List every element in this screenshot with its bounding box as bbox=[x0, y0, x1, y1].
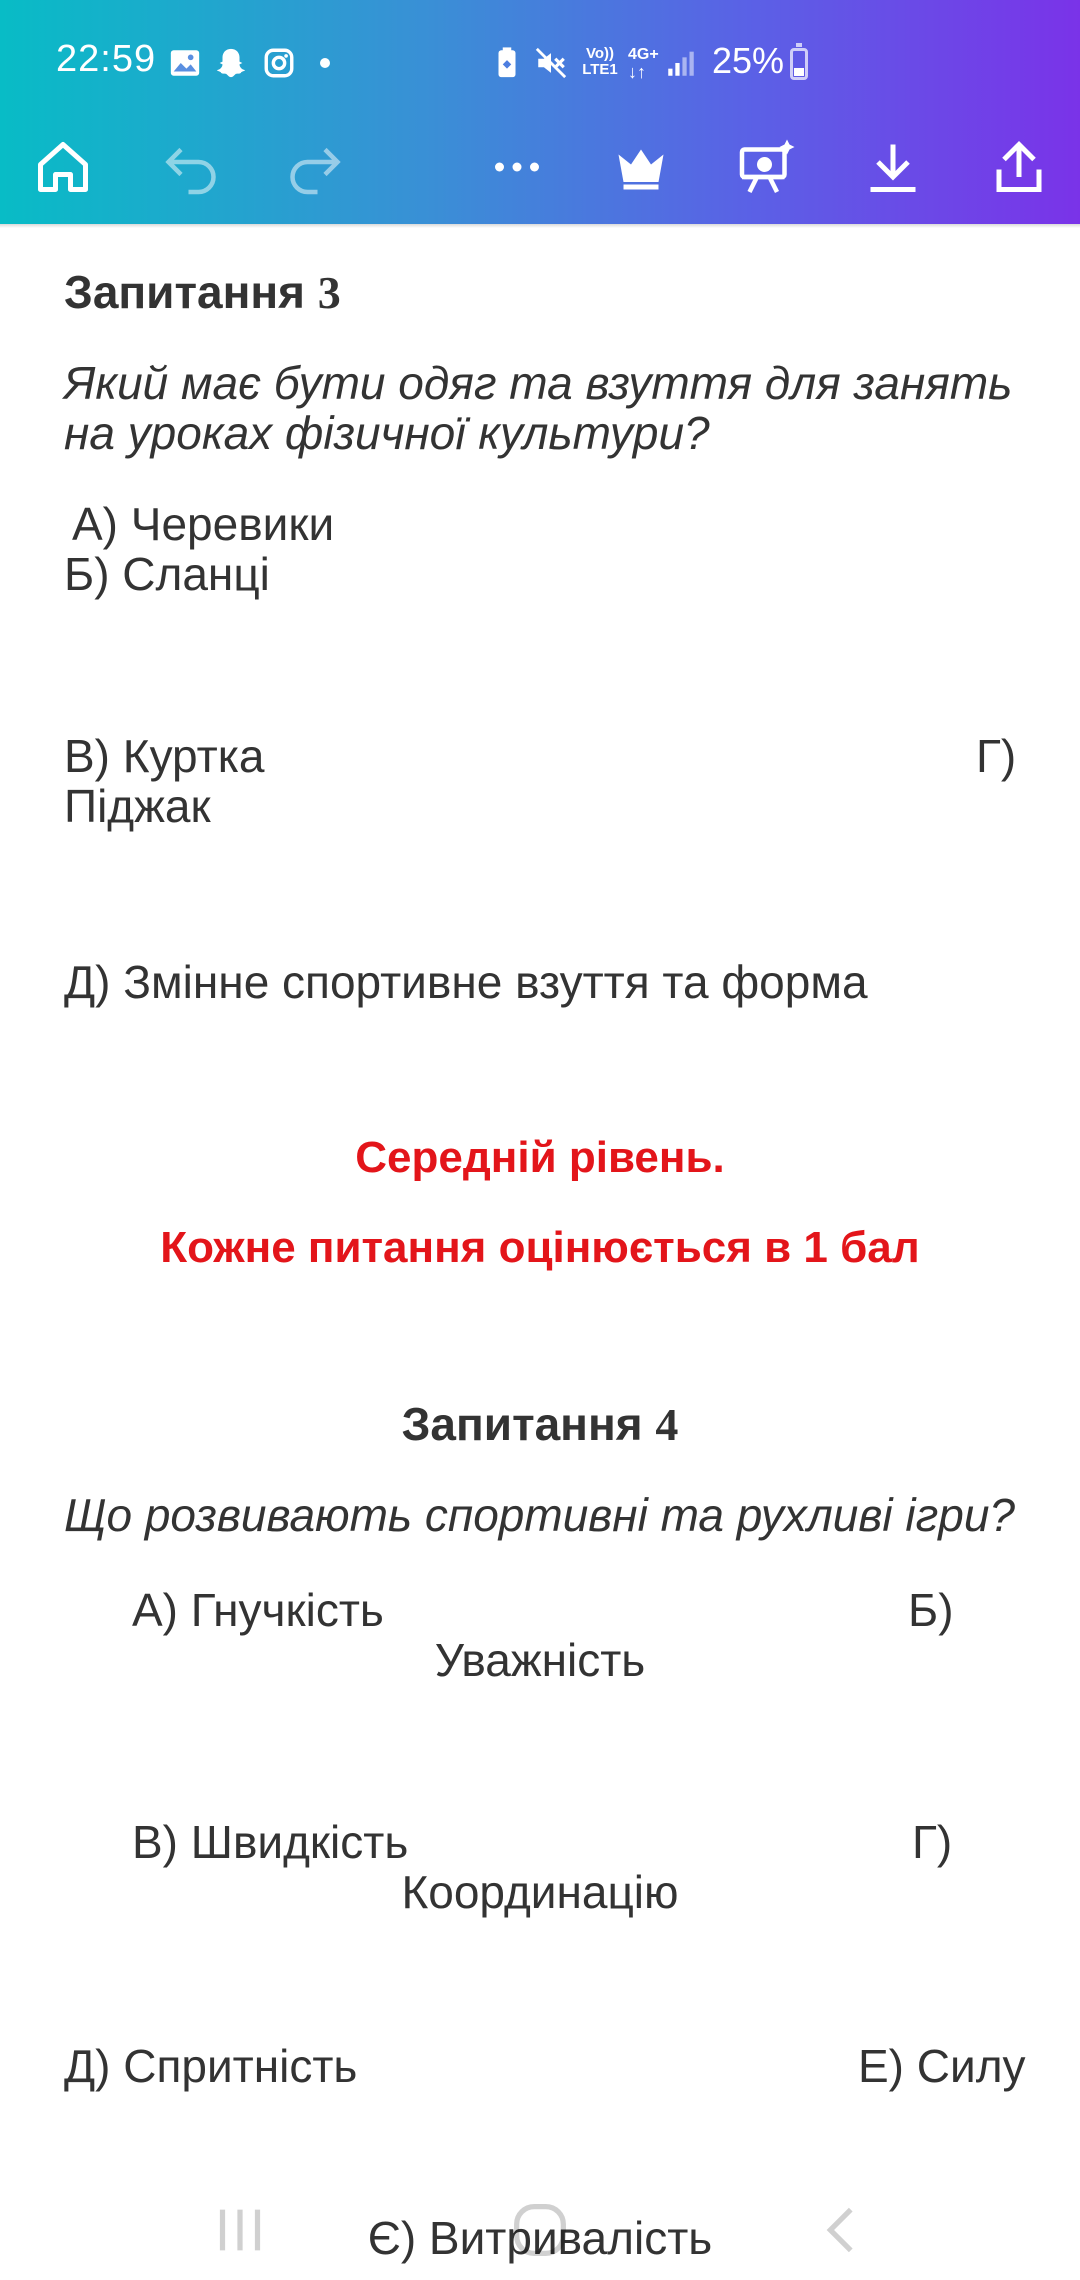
q3-option-b: Б) Сланці bbox=[64, 548, 270, 600]
redo-icon bbox=[285, 137, 345, 197]
network-type: 4G+ ↓↑ bbox=[628, 46, 659, 82]
home-icon bbox=[33, 137, 93, 197]
undo-icon bbox=[161, 137, 221, 197]
q3-title bbox=[64, 266, 341, 319]
present-icon bbox=[737, 137, 797, 197]
q3-title-text: Запитання bbox=[64, 266, 305, 318]
mute-icon bbox=[534, 46, 568, 80]
q4-option-e: Е) Силу bbox=[858, 2040, 1026, 2092]
q3-option-v: В) Куртка bbox=[64, 730, 265, 782]
q4-option-b: Б) bbox=[908, 1584, 954, 1636]
q3-option-d: Д) Змінне спортивне взуття та форма bbox=[64, 956, 868, 1008]
notification-dot bbox=[320, 58, 330, 68]
level-points: Кожне питання оцінюється в 1 бал bbox=[160, 1223, 920, 1272]
download-button[interactable] bbox=[858, 132, 928, 202]
status-time: 22:59 bbox=[56, 38, 157, 80]
volte-indicator bbox=[580, 46, 620, 78]
q4-option-d: Д) Спритність bbox=[64, 2040, 358, 2092]
editor-toolbar bbox=[0, 130, 1080, 224]
share-icon bbox=[989, 137, 1049, 197]
q3-number: 3 bbox=[317, 267, 341, 318]
undo-button[interactable] bbox=[156, 132, 226, 202]
network-text: 4G+ bbox=[628, 46, 659, 63]
back-button[interactable] bbox=[792, 2190, 892, 2270]
q4-option-g: Г) bbox=[912, 1816, 953, 1868]
battery-percent: 25% bbox=[712, 40, 785, 81]
battery-saver-icon bbox=[490, 46, 524, 80]
home-nav-icon bbox=[505, 2195, 575, 2265]
q4-question: Що розвивають спортивні та рухливі ігри? bbox=[64, 1489, 1016, 1541]
share-button[interactable] bbox=[984, 132, 1054, 202]
q4-option-b-text: Уважність bbox=[434, 1634, 646, 1686]
level-title: Середній рівень. bbox=[355, 1133, 725, 1182]
present-button[interactable] bbox=[732, 132, 802, 202]
document-page bbox=[0, 228, 1080, 2280]
volte-text: Vo)) LTE1 bbox=[582, 45, 618, 78]
home-button[interactable] bbox=[28, 132, 98, 202]
snapchat-icon bbox=[214, 46, 248, 80]
q4-title-text: Запитання bbox=[401, 1398, 643, 1450]
q4-option-v: В) Швидкість bbox=[132, 1816, 409, 1868]
back-icon bbox=[807, 2195, 877, 2265]
q3-option-a: А) Черевики bbox=[72, 498, 335, 550]
more-button[interactable] bbox=[482, 132, 552, 202]
system-nav-bar bbox=[0, 2180, 1080, 2280]
recent-apps-icon bbox=[205, 2195, 275, 2265]
instagram-icon bbox=[262, 46, 296, 80]
download-icon bbox=[863, 137, 923, 197]
recent-apps-button[interactable] bbox=[190, 2190, 290, 2270]
q4-number: 4 bbox=[655, 1399, 679, 1450]
q3-option-g: Г) bbox=[976, 730, 1017, 782]
q4-title bbox=[0, 1398, 1080, 1451]
q3-question: Який має бути одяг та взуття для занять на уроках фізичної культури? bbox=[64, 357, 1013, 459]
q4-option-g-text: Координацію bbox=[401, 1866, 679, 1918]
app-header bbox=[0, 0, 1080, 224]
status-bar bbox=[0, 0, 1080, 130]
redo-button[interactable] bbox=[280, 132, 350, 202]
battery-icon bbox=[790, 48, 808, 80]
q4-option-a: А) Гнучкість bbox=[132, 1584, 384, 1636]
q4-option-ye: Є) Витривалість bbox=[367, 2212, 713, 2264]
q3-option-g-text: Піджак bbox=[64, 780, 211, 832]
premium-button[interactable] bbox=[606, 132, 676, 202]
home-nav-button[interactable] bbox=[490, 2190, 590, 2270]
crown-icon bbox=[611, 137, 671, 197]
gallery-icon bbox=[168, 46, 202, 80]
more-icon bbox=[487, 137, 547, 197]
signal-icon bbox=[664, 46, 698, 80]
